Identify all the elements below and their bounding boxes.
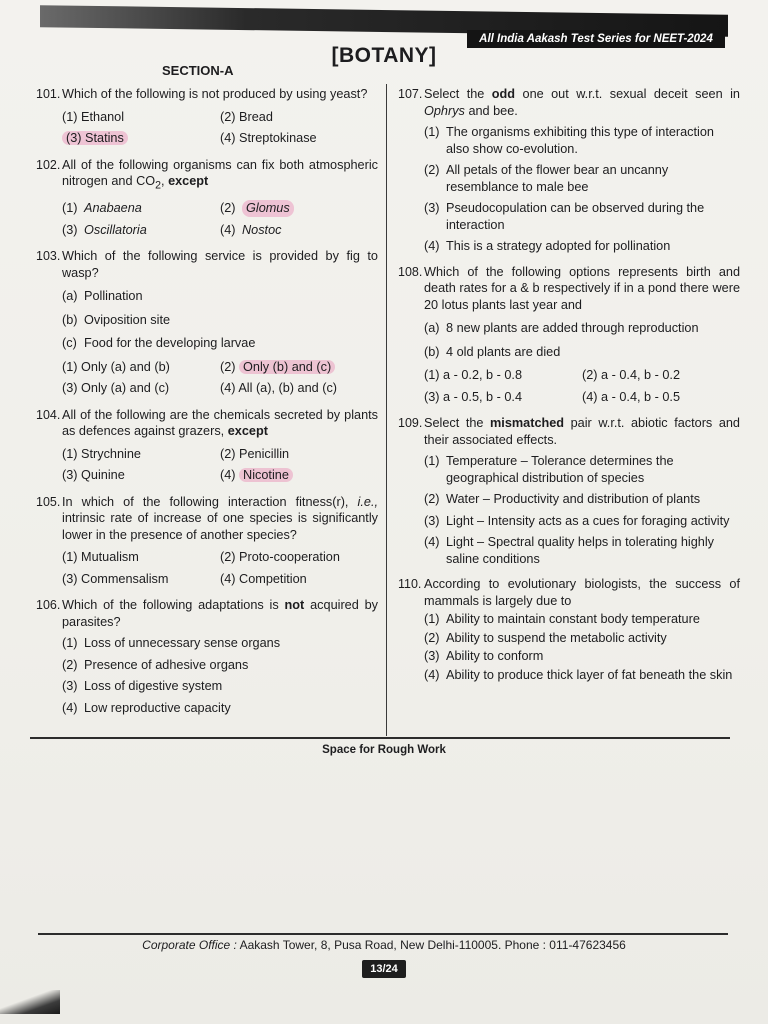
statement-b [62, 312, 378, 329]
statement-text: 8 new plants are added through reproduction [446, 321, 699, 335]
office-address: Aakash Tower, 8, Pusa Road, New Delhi-110005. Phone : 011-47623456 [239, 938, 626, 952]
page-shadow-corner [0, 990, 60, 1014]
question-text [62, 157, 378, 195]
option-1: (1) Mutualism [62, 550, 139, 565]
options [62, 200, 378, 238]
options [62, 549, 378, 587]
option-number: (3) [62, 679, 78, 694]
option-number: (3) [62, 222, 78, 237]
option-number: (4) [424, 535, 440, 549]
option-3 [62, 222, 220, 239]
option-number: (2) [62, 657, 78, 672]
text-part: Select the [424, 416, 484, 430]
option-text: Loss of digestive system [84, 679, 223, 694]
option-number: (2) [424, 163, 440, 177]
option-number: (1) [62, 636, 78, 651]
subject-title: [BOTANY] [331, 44, 437, 67]
options [62, 359, 378, 397]
option-2: (2) Bread [220, 109, 273, 124]
left-column [36, 86, 378, 725]
question-number: 109. [398, 416, 423, 430]
option-text: Light – Intensity acts as a cues for foraging activity [446, 513, 730, 528]
test-series-header: All India Aakash Test Series for NEET-2024 [467, 30, 725, 48]
option-4 [424, 667, 740, 684]
options [424, 611, 740, 683]
question-text [424, 86, 740, 119]
option-4 [424, 238, 740, 255]
question-number: 105. [36, 494, 61, 509]
option-text: Light – Spectral quality helps in tolerating highly saline conditions [446, 535, 715, 566]
option-text: Anabaena [84, 201, 142, 216]
option-text: Oscillatoria [84, 222, 147, 237]
option-number: (4) [62, 700, 78, 715]
statement-text: Food for the developing larvae [84, 336, 256, 351]
option-text: Ability to maintain constant body temperature [446, 612, 700, 626]
option-4 [220, 222, 378, 239]
option-4: (4) All (a), (b) and (c) [220, 381, 338, 396]
question-text: According to evolutionary biologists, the success of mammals is largely due to [424, 577, 740, 608]
option-1 [424, 611, 740, 628]
statement-label: (b) [424, 344, 440, 359]
option-text: This is a strategy adopted for pollination [446, 239, 671, 253]
option-1: (1) a - 0.2, b - 0.8 [424, 368, 523, 382]
statement-list [424, 320, 740, 360]
question-text [62, 407, 378, 440]
statement-label: (a) [62, 289, 78, 304]
text-part: acquired by parasites? [62, 598, 378, 629]
subscript: 2 [155, 179, 161, 192]
option-number: (4) [424, 239, 440, 253]
option-1 [62, 200, 220, 217]
option-number: (1) [424, 125, 440, 139]
option-2: (2) Proto-cooperation [220, 550, 340, 565]
question-number: 108. [398, 264, 423, 279]
text-part: Select the [424, 87, 485, 101]
option-number: (2) [220, 359, 236, 374]
option-1: (1) Ethanol [62, 109, 125, 124]
option-number: (2) [424, 492, 440, 506]
option-text: Presence of adhesive organs [84, 657, 249, 672]
option-text: All petals of the flower bear an uncanny resemblance to male bee [446, 163, 669, 194]
question-number: 107. [398, 87, 423, 101]
option-3 [424, 648, 740, 665]
option-number: (1) [62, 201, 78, 216]
question-text: Which of the following service is provided by fig to wasp? [62, 249, 378, 280]
question-106 [36, 597, 378, 721]
option-4 [220, 467, 378, 484]
option-4 [62, 700, 378, 717]
option-2 [424, 491, 740, 508]
question-103 [36, 248, 378, 403]
section-title: SECTION-A [162, 63, 234, 78]
option-2 [424, 630, 740, 647]
option-1: (1) Only (a) and (b) [62, 359, 170, 374]
bold-keyword: odd [491, 87, 516, 101]
option-number: (1) [424, 612, 440, 626]
statement-text: Pollination [84, 289, 143, 304]
highlighted-answer: Only (b) and (c) [239, 360, 335, 374]
option-1 [424, 453, 740, 486]
option-text: Low reproductive capacity [84, 700, 231, 715]
option-3: (3) Commensalism [62, 571, 169, 586]
bottom-rule [30, 737, 730, 739]
text-part: pair w.r.t. abiotic factors and their associated effects. [424, 416, 740, 447]
option-3 [62, 130, 220, 147]
question-102 [36, 157, 378, 245]
option-2 [62, 657, 378, 674]
statement-label: (b) [62, 312, 78, 327]
option-text: The organisms exhibiting this type of interaction also show co-evolution. [446, 125, 714, 156]
option-number: (4) [220, 222, 236, 237]
question-105 [36, 494, 378, 594]
option-number: (3) [424, 201, 440, 215]
statement-list [62, 288, 378, 352]
statement-label: (c) [62, 336, 77, 351]
question-text: Which of the following is not produced by using yeast? [62, 87, 368, 101]
question-text: Which of the following options represents birth and death rates for a & b respectively if in a pond there were 20 lotus plants last year and [424, 264, 740, 312]
option-number: (4) [424, 667, 440, 682]
option-number: (3) [424, 649, 440, 663]
option-text: Temperature – Tolerance determines the geographical distribution of species [446, 454, 674, 485]
question-text [62, 494, 378, 544]
rough-work-label: Space for Rough Work [322, 744, 446, 756]
statement-c [62, 335, 378, 352]
option-number: (2) [220, 201, 236, 216]
option-1 [424, 124, 740, 157]
bold-keyword: not [284, 598, 305, 613]
option-text: Pseudocopulation can be observed during the interaction [446, 201, 705, 232]
option-1 [62, 635, 378, 652]
option-4: (4) Competition [220, 571, 307, 586]
question-number: 101. [36, 87, 61, 101]
statement-a [62, 288, 378, 305]
option-text: Loss of unnecessary sense organs [84, 636, 281, 651]
question-101 [36, 86, 378, 153]
text-part: one out w.r.t. sexual deceit seen in [522, 87, 740, 101]
option-3 [424, 513, 740, 530]
text-part: intrinsic rate of increase of one species is significantly lower in the presence of another species? [62, 511, 378, 542]
text-part: and bee. [468, 103, 518, 118]
option-number: (4) [220, 468, 236, 483]
highlighted-answer: Nicotine [239, 468, 293, 482]
options [62, 109, 378, 147]
option-4: (4) a - 0.4, b - 0.5 [582, 389, 681, 404]
option-3: (3) Only (a) and (c) [62, 381, 170, 396]
option-3: (3) Quinine [62, 468, 125, 483]
footer-rule [38, 933, 728, 935]
option-2 [220, 200, 378, 217]
options [424, 453, 740, 567]
question-107 [398, 86, 740, 260]
option-3 [62, 678, 378, 695]
option-number: (2) [424, 630, 440, 645]
bold-keyword: mismatched [490, 416, 565, 430]
options [424, 367, 740, 405]
option-text: Ability to suspend the metabolic activity [446, 630, 667, 645]
options [62, 635, 378, 716]
column-divider [386, 84, 387, 736]
statement-b [424, 344, 740, 361]
question-number: 104. [36, 407, 61, 422]
option-text: Nostoc [242, 222, 282, 237]
option-2: (2) a - 0.4, b - 0.2 [582, 368, 681, 382]
question-text [62, 597, 378, 630]
office-label: Corporate Office : [142, 938, 237, 952]
italic-text: Ophrys [424, 103, 465, 118]
text-part: In which of the following interaction fitness(r), [62, 494, 349, 509]
text-part: All of the following are the chemicals secreted by plants as defences against grazers, [62, 407, 378, 439]
text-part: All of the following organisms can fix both atmospheric nitrogen and CO [62, 157, 378, 188]
right-column [398, 86, 740, 689]
statement-a [424, 320, 740, 337]
option-3: (3) a - 0.5, b - 0.4 [424, 389, 523, 404]
statement-text: Oviposition site [84, 312, 171, 327]
question-number: 106. [36, 598, 61, 613]
bold-keyword: except [168, 174, 209, 188]
question-number: 103. [36, 249, 61, 264]
option-number: (3) [424, 513, 440, 528]
highlighted-answer: Glomus [242, 200, 294, 217]
options [62, 446, 378, 484]
option-1: (1) Strychnine [62, 446, 141, 461]
option-text: Water – Productivity and distribution of plants [446, 492, 701, 506]
option-number: (1) [424, 454, 440, 468]
question-109 [398, 415, 740, 572]
statement-text: 4 old plants are died [446, 344, 561, 359]
footer-address [0, 938, 768, 952]
page-number: 13/24 [362, 960, 406, 978]
option-2 [424, 162, 740, 195]
options [424, 124, 740, 255]
option-3 [424, 200, 740, 233]
highlighted-answer: (3) Statins [62, 131, 128, 145]
statement-label: (a) [424, 321, 440, 335]
option-text: Ability to conform [446, 649, 544, 663]
option-4 [424, 534, 740, 567]
text-part: Which of the following adaptations is [62, 598, 279, 613]
question-number: 110. [398, 577, 422, 591]
option-2: (2) Penicillin [220, 446, 290, 461]
option-4: (4) Streptokinase [220, 131, 317, 145]
question-110 [398, 576, 740, 685]
question-number: 102. [36, 157, 61, 172]
option-2 [220, 359, 378, 376]
italic-text: i.e., [357, 494, 378, 509]
question-text [424, 415, 740, 448]
option-text: Ability to produce thick layer of fat beneath the skin [446, 667, 733, 682]
question-108 [398, 264, 740, 412]
bold-keyword: except [227, 424, 268, 439]
text-part: , [161, 174, 169, 188]
question-104 [36, 407, 378, 490]
